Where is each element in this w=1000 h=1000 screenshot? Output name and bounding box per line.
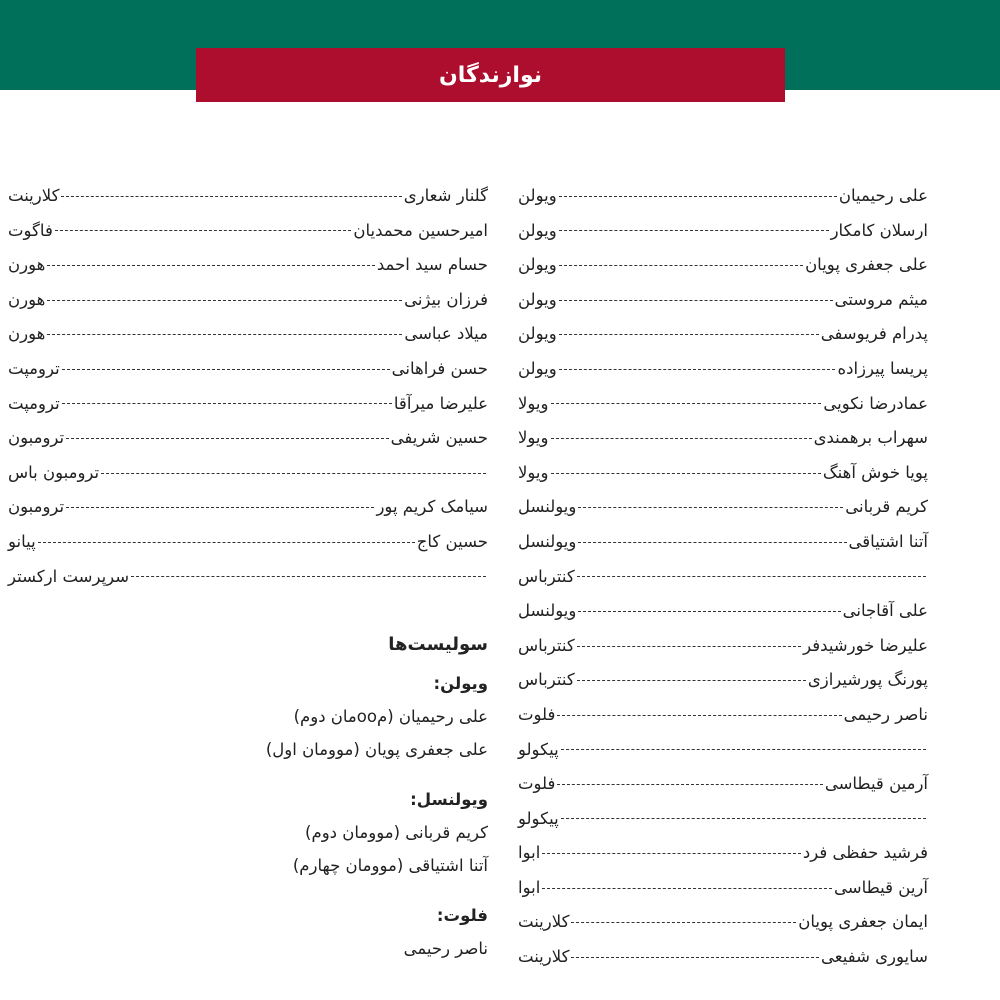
dashed-leader [47, 300, 402, 301]
dashed-leader [559, 369, 836, 370]
instrument-label: کلارینت [518, 912, 570, 932]
instrument-label: فلوت [518, 774, 556, 794]
dashed-leader [55, 230, 352, 231]
dashed-leader [578, 611, 840, 612]
dashed-leader [131, 576, 486, 577]
instrument-label: ویولنسل [518, 531, 577, 551]
dashed-leader [559, 334, 819, 335]
instrument-label: ویولا [518, 428, 549, 448]
dashed-leader [551, 438, 812, 439]
roster-row [518, 317, 928, 352]
roster-row [518, 214, 928, 249]
dashed-leader [571, 957, 819, 958]
roster-row [518, 387, 928, 422]
instrument-label: ترومبون [8, 497, 65, 517]
instrument-label: ترومبون باس [8, 462, 100, 482]
instrument-label: کنترباس [518, 566, 575, 586]
soloists-section [188, 628, 488, 965]
dashed-leader [61, 196, 401, 197]
left-roster [8, 179, 488, 594]
roster-row [518, 698, 928, 733]
instrument-label: ترومبون [8, 428, 65, 448]
musician-name: آرمین قیطاسی [824, 774, 928, 794]
musician-name: پویا خوش آهنگ [822, 462, 928, 482]
roster-row [518, 283, 928, 318]
roster-row [518, 871, 928, 906]
instrument-label: پیکولو [518, 808, 559, 828]
dashed-leader [578, 507, 843, 508]
instrument-label: ویولنسل [518, 497, 577, 517]
musician-name: سایوری شفیعی [821, 947, 928, 967]
soloist-line: علی جعفری پویان (موومان اول) [265, 740, 488, 759]
dashed-leader [561, 749, 926, 750]
musician-name: ناصر رحیمی [843, 704, 928, 724]
musician-name: ارسلان کامکار [830, 220, 928, 240]
roster-row [518, 352, 928, 387]
dashed-leader [577, 646, 801, 647]
musician-name: سیامک کریم پور [376, 497, 488, 517]
instrument-label: کلارینت [8, 186, 60, 205]
roster-row [518, 802, 928, 837]
instrument-label: هورن [8, 324, 46, 344]
musician-name: حسام سید احمد [376, 255, 488, 275]
dashed-leader [47, 334, 402, 335]
dashed-leader [66, 438, 389, 439]
roster-row [518, 663, 928, 698]
dashed-leader [542, 888, 832, 889]
musician-name: میثم مروستی [834, 289, 928, 309]
roster-row [8, 317, 488, 352]
musician-name: آتنا اشتیاقی [848, 531, 928, 551]
dashed-leader [571, 922, 796, 923]
page-title: نوازندگان [438, 62, 543, 88]
roster-row [8, 525, 488, 560]
instrument-label: ابوا [518, 877, 541, 897]
instrument-label: کنترباس [518, 670, 575, 690]
soloist-group [188, 900, 488, 965]
roster-row [518, 456, 928, 491]
dashed-leader [559, 230, 829, 231]
instrument-label: ویولن [518, 289, 557, 309]
roster-row [8, 490, 488, 525]
instrument-label: ویولن [518, 358, 557, 378]
dashed-leader [47, 265, 375, 266]
dashed-leader [551, 473, 821, 474]
roster-row [8, 283, 488, 318]
soloist-line: آتنا اشتیاقی (موومان چهارم) [292, 856, 488, 875]
roster-row [8, 456, 488, 491]
dashed-leader [101, 473, 486, 474]
roster-row [8, 352, 488, 387]
soloist-group [188, 668, 488, 766]
musician-name: آرین قیطاسی [834, 877, 928, 897]
musician-name: حسین شریفی [390, 428, 488, 448]
musician-name: پورنگ پورشیرازی [807, 670, 928, 690]
musician-name: عمادرضا نکویی [823, 393, 928, 413]
instrument-label: ترومپت [8, 358, 60, 378]
soloist-group [188, 784, 488, 882]
instrument-label: فاگوت [8, 220, 53, 240]
instrument-label: ویولنسل [518, 601, 577, 621]
roster-row [8, 387, 488, 422]
instrument-label: فلوت [518, 704, 556, 724]
musician-name: علی جعفری پویان [805, 255, 928, 275]
instrument-label: پیانو [8, 531, 36, 551]
roster-row [518, 560, 928, 595]
musician-name: علیرضا خورشیدفر [803, 635, 928, 655]
roster-row [518, 767, 928, 802]
roster-row [518, 248, 928, 283]
soloist-group-label: ویولن: [433, 674, 488, 693]
dashed-leader [561, 818, 926, 819]
dashed-leader [577, 576, 926, 577]
musician-name: امیرحسین محمدیان [353, 220, 488, 240]
instrument-label: ویولا [518, 462, 549, 482]
dashed-leader [577, 680, 806, 681]
roster-row [518, 836, 928, 871]
roster-row [8, 179, 488, 214]
musician-name: فرشید حفظی فرد [802, 843, 928, 863]
dashed-leader [559, 300, 833, 301]
dashed-leader [557, 715, 841, 716]
musician-name: میلاد عباسی [404, 324, 488, 344]
musician-name: پریسا پیرزاده [837, 358, 928, 378]
instrument-label: ترومپت [8, 393, 60, 413]
instrument-label: ویولن [518, 324, 557, 344]
right-roster [518, 179, 928, 975]
musician-name: حسن فراهانی [391, 358, 488, 378]
musician-name: فرزان بیژنی [404, 289, 488, 309]
instrument-label: ویولن [518, 255, 557, 275]
soloist-group-label: فلوت: [436, 906, 488, 925]
soloist-line: کریم قربانی (موومان دوم) [305, 823, 488, 842]
dashed-leader [559, 265, 803, 266]
instrument-label: ابوا [518, 843, 541, 863]
roster-row [518, 733, 928, 768]
instrument-label: پیکولو [518, 739, 559, 759]
roster-row [518, 490, 928, 525]
roster-row [518, 594, 928, 629]
roster-row [8, 248, 488, 283]
musician-name: حسین کاج [416, 531, 488, 551]
roster-row [8, 560, 488, 595]
soloist-line: علی رحیمیان (مooمان دوم) [293, 707, 488, 726]
instrument-label: ویولن [518, 220, 557, 240]
dashed-leader [62, 369, 390, 370]
instrument-label: ویولا [518, 393, 549, 413]
dashed-leader [38, 542, 415, 543]
musician-name: علی آقاجانی [842, 601, 928, 621]
roster-row [518, 179, 928, 214]
instrument-label: ویولن [518, 186, 557, 205]
dashed-leader [62, 403, 392, 404]
instrument-label: سرپرست ارکستر [8, 566, 130, 586]
roster-row [518, 421, 928, 456]
instrument-label: هورن [8, 255, 46, 275]
soloists-title: سولیست‌ها [388, 634, 488, 655]
musician-name: پدرام فریوسفی [820, 324, 928, 344]
instrument-label: کنترباس [518, 635, 575, 655]
roster-row [8, 214, 488, 249]
musician-name: ایمان جعفری پویان [798, 912, 928, 932]
dashed-leader [557, 784, 822, 785]
roster-row [518, 905, 928, 940]
title-bar [196, 48, 785, 102]
musician-name: علیرضا میرآقا [393, 393, 488, 413]
soloist-group-label: ویولنسل: [410, 790, 488, 809]
soloist-line: ناصر رحیمی [403, 939, 488, 958]
dashed-leader [551, 403, 822, 404]
roster-row [518, 525, 928, 560]
musician-name: گلنار شعاری [403, 186, 488, 205]
instrument-label: هورن [8, 289, 46, 309]
roster-row [518, 940, 928, 975]
dashed-leader [578, 542, 846, 543]
roster-row [518, 629, 928, 664]
instrument-label: کلارینت [518, 947, 570, 967]
dashed-leader [542, 853, 801, 854]
roster-row [8, 421, 488, 456]
musician-name: کریم قربانی [845, 497, 928, 517]
dashed-leader [559, 196, 837, 197]
musician-name: سهراب برهمندی [813, 428, 928, 448]
dashed-leader [66, 507, 374, 508]
musician-name: علی رحیمیان [838, 186, 928, 205]
